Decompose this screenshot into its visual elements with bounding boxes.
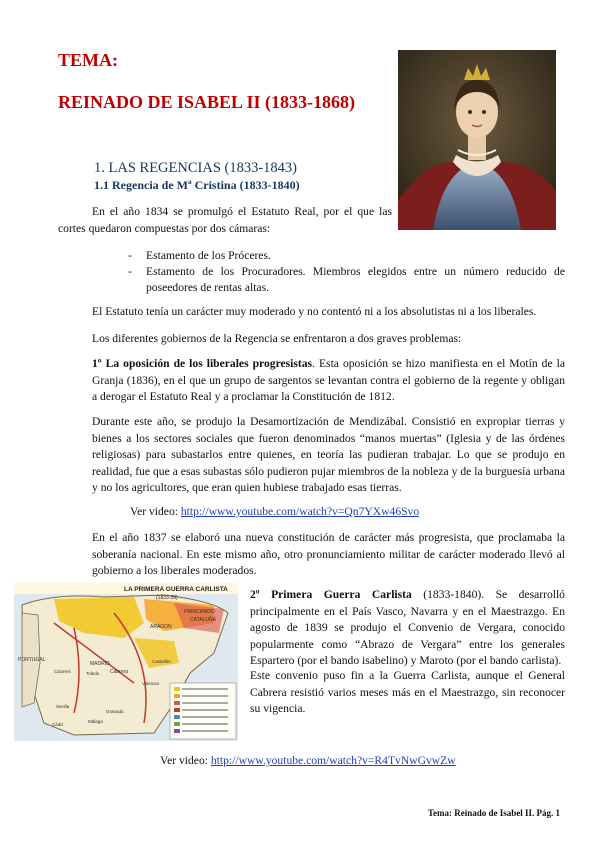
map-label: Cádiz — [52, 722, 64, 727]
video-2-url[interactable]: http://www.youtube.com/watch?v=R4TvNwGvwZw — [210, 754, 456, 767]
paragraph-oposicion: 1º La oposición de los liberales progresistas. Esta oposición se hizo manifiesta en el Motín de la Granja (1836), en el que un grupo de sargentos se levantan contra el gobierno de la regente y obligan a derogar el Estatuto Real y a proclamar la Constitución de 1812. — [92, 357, 565, 403]
section-heading: 1. LAS REGENCIAS (1833-1843) — [94, 160, 297, 176]
list-item: - Estamento de los Procuradores. Miembros elegidos entre un número reducido de poseedores de rentas altas. — [128, 265, 565, 294]
map-subtitle: (1833-39) — [156, 595, 178, 601]
video-link-2: Ver video: http://www.youtube.com/watch?v=R4TvNwGvwZw — [160, 754, 456, 767]
list-item: - Estamento de los Próceres. — [128, 249, 271, 262]
paragraph-desamortizacion: Durante este año, se produjo la Desamortización de Mendizábal. Consistió en expropiar tierras y bienes a los sectores sociales que fueron denominados “manos muertas” (Iglesia y de las órdenes religiosas) para subastarlos entre quienes, en teoría las pudieran trabajar. Lo que se produjo en realidad, fue que a esas subastas sólo pudieron pujar miembros de la nobleza y de la burguesía urbana y no los agricultores, que eran quien hubiese trabajado esas tierras. — [92, 415, 565, 494]
map-label: Cabrera — [110, 669, 129, 675]
map-label: PORTUGAL — [18, 657, 46, 663]
section-subheading: 1.1 Regencia de Mª Cristina (1833-1840) — [94, 178, 300, 192]
page-footer: Tema: Reinado de Isabel II. Pág. 1 — [427, 808, 560, 818]
map-label: MADRID — [90, 661, 110, 667]
map-label: PRINCIPADO — [184, 609, 215, 615]
map-label: CATALUÑA — [190, 617, 216, 623]
chambers-list — [128, 248, 565, 296]
carlist-war-map — [14, 583, 238, 741]
map-label: Castellón — [152, 659, 171, 664]
video-1-url[interactable]: http://www.youtube.com/watch?v=Qn7YXw46Svo — [180, 505, 420, 518]
portrait-image — [398, 50, 556, 230]
video-link-1: Ver video: http://www.youtube.com/watch?v=Qn7YXw46Svo — [130, 505, 420, 518]
tema-label: TEMA: — [58, 50, 118, 70]
paragraph-guerra-carlista: 2º Primera Guerra Carlista (1833-1840). Se desarrolló principalmente en el País Vasco, Navarra y en el Maestrazgo. En agosto de 1839 se produjo el Convenio de Vergara, conocido popularmente como “Abrazo de Vergara” entre los generales Espartero (por el bando isabelino) y Maroto (por el bando carlista). — [250, 588, 565, 667]
paragraph-convenio: Este convenio puso fin a la Guerra Carlista, aunque el General Cabrera resistió varios meses más en el Maestrazgo, sin reconocer su vigencia. — [250, 669, 565, 715]
map-label: Sevilla — [56, 704, 70, 709]
map-label: Cáceres — [54, 669, 71, 674]
page-title: REINADO DE ISABEL II (1833-1868) — [58, 92, 356, 112]
map-label: Valencia — [142, 681, 159, 686]
map-label: ARAGON — [150, 624, 172, 630]
paragraph-constitucion-1837: En el año 1837 se elaboró una nueva constitución de carácter más progresista, que proclamaba la soberanía nacional. En este mismo año, otro pronunciamiento militar de carácter moderado llevó al gobierno a los liberales moderados. — [92, 531, 565, 577]
map-label: Toledo — [86, 671, 100, 676]
map-label: Granada — [106, 709, 124, 714]
paragraph-problemas: Los diferentes gobiernos de la Regencia se enfrentaron a dos graves problemas: — [92, 332, 462, 345]
paragraph-estatuto: En el año 1834 se promulgó el Estatuto Real, por el que las cortes quedaron compuestas por dos cámaras: — [58, 205, 392, 235]
map-title: LA PRIMERA GUERRA CARLISTA — [124, 586, 228, 593]
map-label: Málaga — [88, 719, 103, 724]
paragraph-estatuto-caracter: El Estatuto tenía un carácter muy moderado y no contentó ni a los absolutistas ni a los liberales. — [92, 305, 537, 318]
